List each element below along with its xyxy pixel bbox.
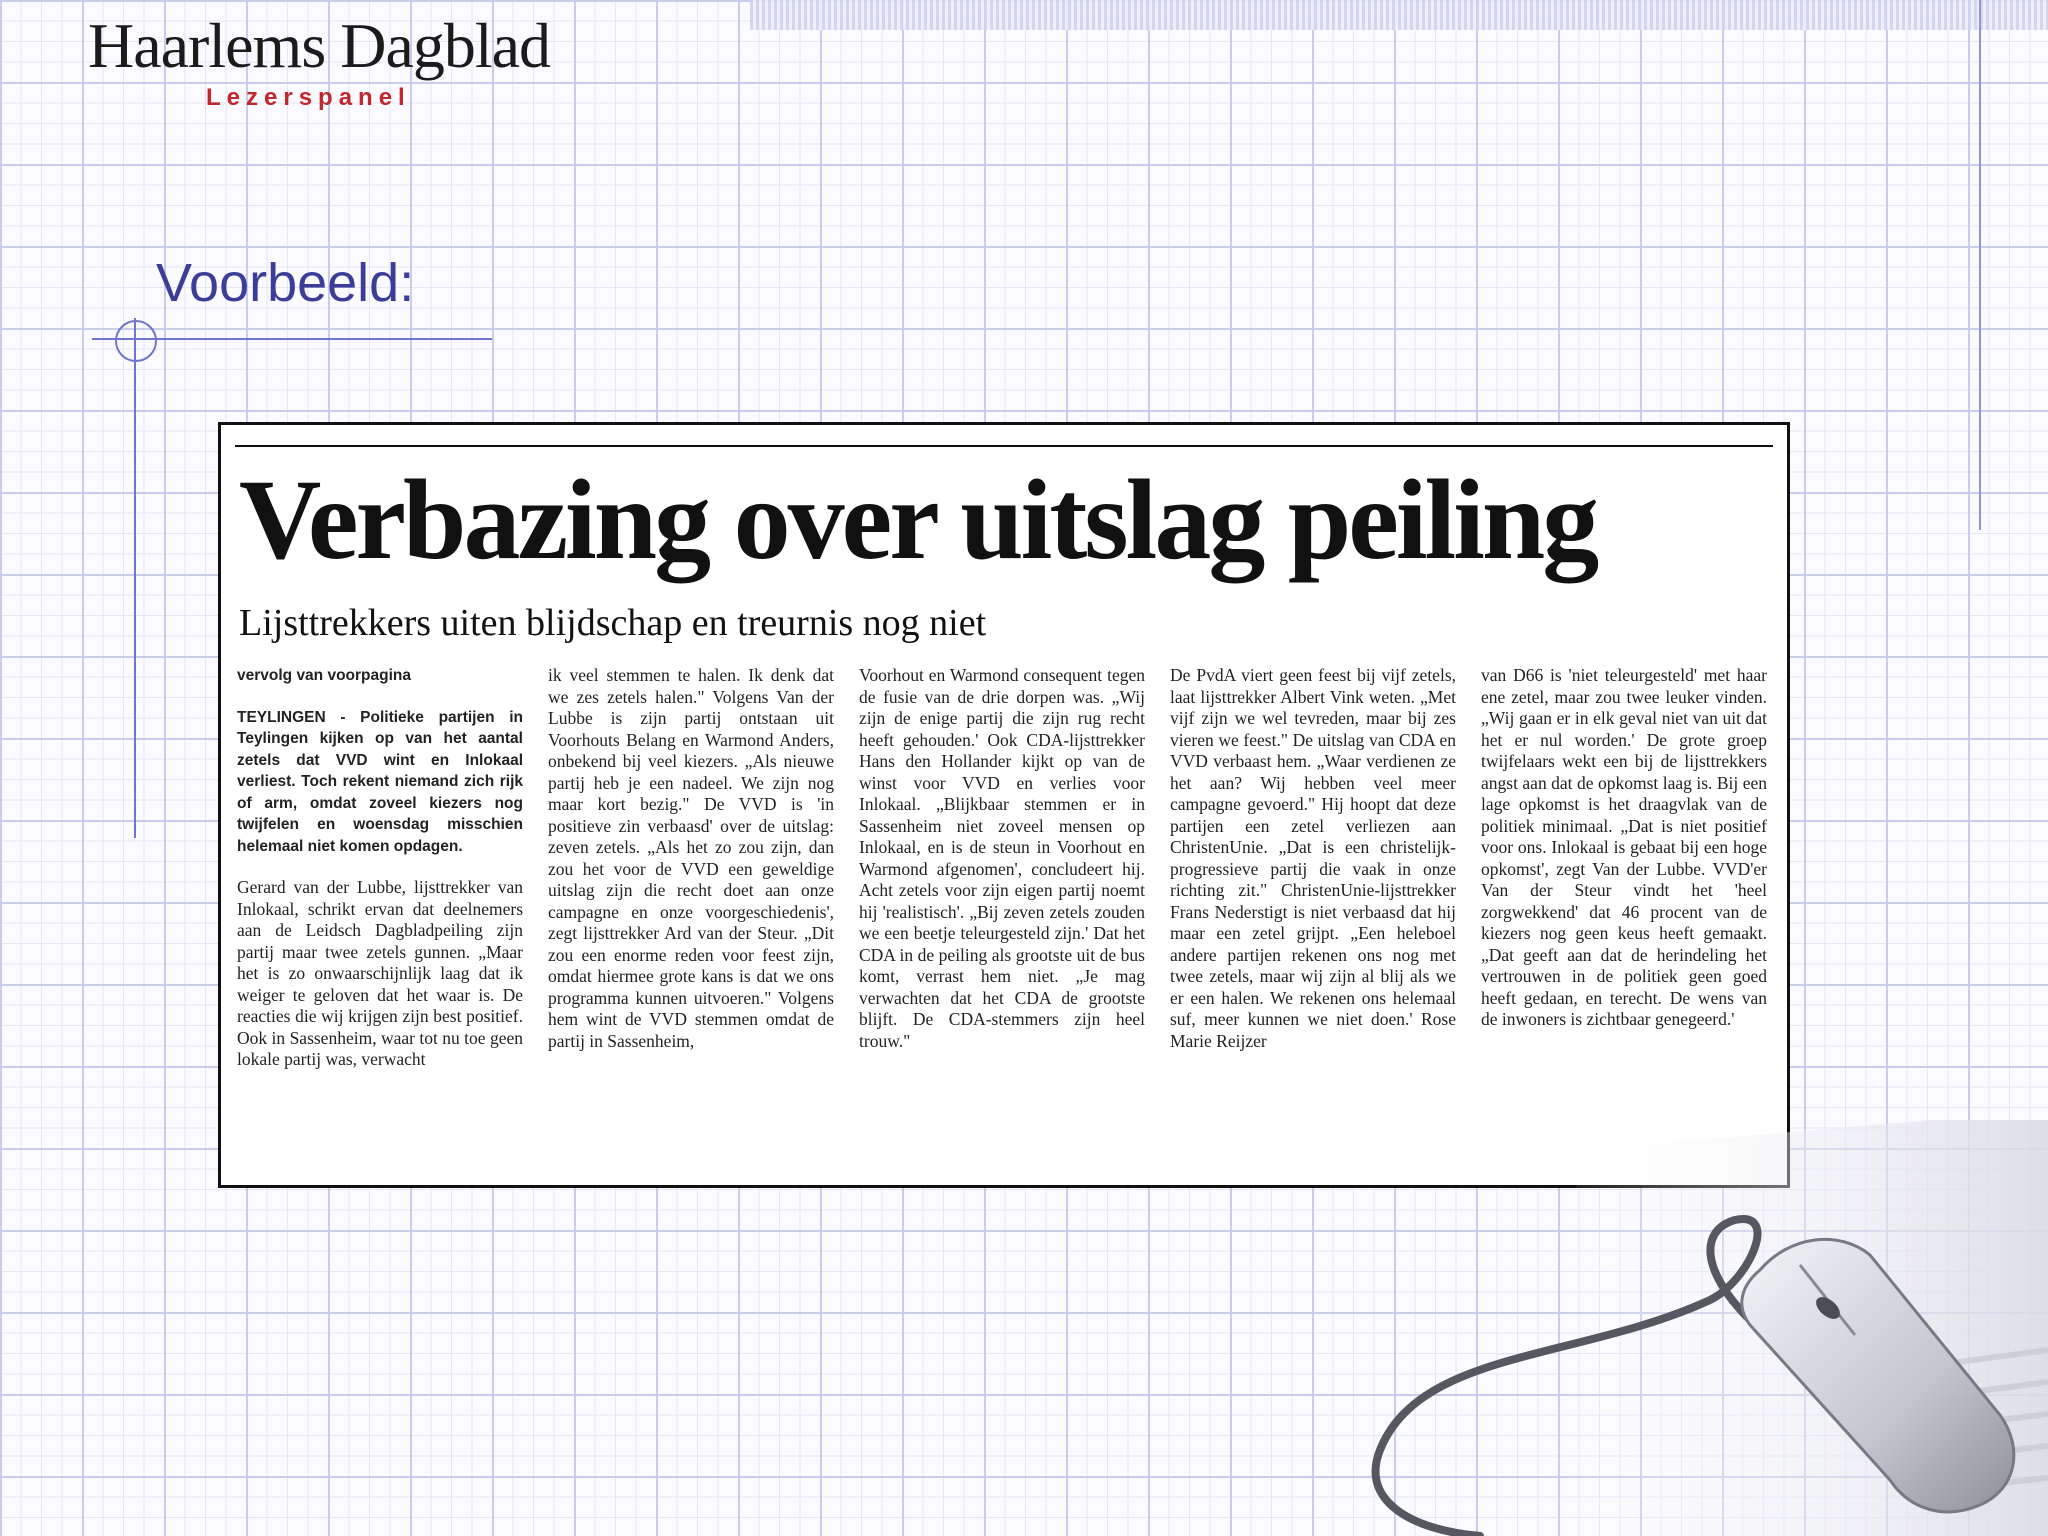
top-pattern-band xyxy=(750,0,2048,30)
article-body-text: van D66 is 'niet teleurgesteld' met haar ene zetel, maar zou twee leuker vinden. „Wij gaan er in elk geval niet van uit dat het er nul worden.' De grote groep twijfelaars wekt een bij de lijsttrekkers angst aan dat de opkomst laag is. Bij een lage opkomst is het draagvlak van de politiek minimaal. „Dat is niet positief voor ons. Inlokaal is gebaat bij een hoge opkomst', zegt Van der Lubbe. VVD'er Van der Steur vindt het 'heel zorgwekkend' dat 46 procent van de kiezers nog geen keus heeft gemaakt. „Dat geeft aan dat de herindeling het vertrouwen in de politiek geen goed heeft gedaan, en terecht. De wens van de inwoners is zichtbaar genegeerd.' xyxy=(1481,665,1767,1029)
newspaper-clipping xyxy=(218,422,1790,1188)
article-column-1 xyxy=(237,665,523,1155)
newspaper-logo xyxy=(88,10,551,112)
article-column-3 xyxy=(859,665,1145,1155)
logo-title: Haarlems Dagblad xyxy=(88,10,551,81)
article-body-text: De PvdA viert geen feest bij vijf zetels, laat lijsttrekker Albert Vink weten. „Met vijf zijn we wel tevreden, maar bij zes vieren we feest." De uitslag van CDA en VVD verbaast hem. „Waar verdienen ze het aan? Wij hebben veel meer campagne gevoerd." Hij hoopt dat deze partijen een zetel verliezen aan ChristenUnie. „Dat is een christelijk-progressieve partij die vaak in onze richting zit." ChristenUnie-lijsttrekker Frans Nederstigt is niet verbaasd dat hij maar een zetel grijpt. „Een heleboel andere partijen rekenen ons nog met twee zetels, maar wij zijn al blij als we er een halen. We rekenen ons helemaal suf, meer kunnen we niet doen.' Rose Marie Reijzer xyxy=(1170,665,1456,1051)
article-lead: TEYLINGEN - Politieke partijen in Teylingen kijken op van het aantal zetels dat VVD wint en Inlokaal verliest. Toch rekent niemand zich rijk of arm, omdat zoveel kiezers nog twijfelen en woensdag misschien helemaal niet komen opdagen. xyxy=(237,708,523,855)
article-kicker: vervolg van voorpagina xyxy=(237,667,411,684)
vertical-accent-rule xyxy=(134,318,136,838)
article-column-4 xyxy=(1170,665,1456,1155)
decorative-right-rule xyxy=(1979,0,1981,530)
crosshair-icon xyxy=(115,320,157,362)
article-top-rule xyxy=(235,445,1773,447)
article-columns xyxy=(237,665,1767,1155)
logo-subtitle: Lezerspanel xyxy=(206,84,411,111)
article-body-text: ik veel stemmen te halen. Ik denk dat we zes zetels halen." Volgens Van der Lubbe is zijn partij ontstaan uit Voorhouts Belang en Warmond Anders, onbekend bij veel kiezers. „Als nieuwe partij heb je een nadeel. We zijn nog maar kort bezig." De VVD is 'in positieve zin verbaasd' over de uitslag: zeven zetels. „Als het zo zou zijn, dan zou het voor de VVD een geweldige uitslag zijn die recht doet aan onze campagne en onze voorgeschiedenis', zegt lijsttrekker Ard van der Steur. „Dit zou een enorme reden voor feest zijn, omdat hiermee grote kans is dat we ons programma kunnen uitvoeren." Volgens hem wint de VVD stemmen omdat de partij in Sassenheim, xyxy=(548,665,834,1051)
article-body-text: Voorhout en Warmond consequent tegen de fusie van de drie dorpen was. „Wij zijn de enige partij die zijn rug recht heeft gehouden.' Ook CDA-lijsttrekker Hans den Hollander kijkt op van de winst voor VVD en verlies voor Inlokaal. „Blijkbaar stemmen er in Sassenheim niet zoveel mensen op Inlokaal, en is de steun in Voorhout en Warmond afgenomen', concludeert hij. Acht zetels voor zijn eigen partij noemt hij 'realistisch'. „Bij zeven zetels zouden we een beetje teleurgesteld zijn.' Dat het CDA in de peiling als grootste uit de bus komt, verrast hem niet. „Je mag verwachten dat het CDA de grootste blijft. De CDA-stemmers zijn heel trouw." xyxy=(859,665,1145,1051)
article-headline: Verbazing over uitslag peiling xyxy=(239,456,1597,583)
article-column-5 xyxy=(1481,665,1767,1155)
computer-mouse-icon xyxy=(1280,1120,2048,1536)
article-body-text: Gerard van der Lubbe, lijsttrekker van Inlokaal, schrikt ervan dat deelnemers aan de Leidsch Dagbladpeiling zijn partij maar twee zetels gunnen. „Maar het is zo onwaarschijnlijk laag dat ik weiger te geloven dat het waar is. De reacties die wij krijgen zijn best positief. Ook in Sassenheim, waar tot nu toe geen lokale partij was, verwacht xyxy=(237,877,523,1069)
slide-title: Voorbeeld: xyxy=(156,253,415,313)
article-subheadline: Lijsttrekkers uiten blijdschap en treurnis nog niet xyxy=(239,602,987,644)
article-column-2 xyxy=(548,665,834,1155)
